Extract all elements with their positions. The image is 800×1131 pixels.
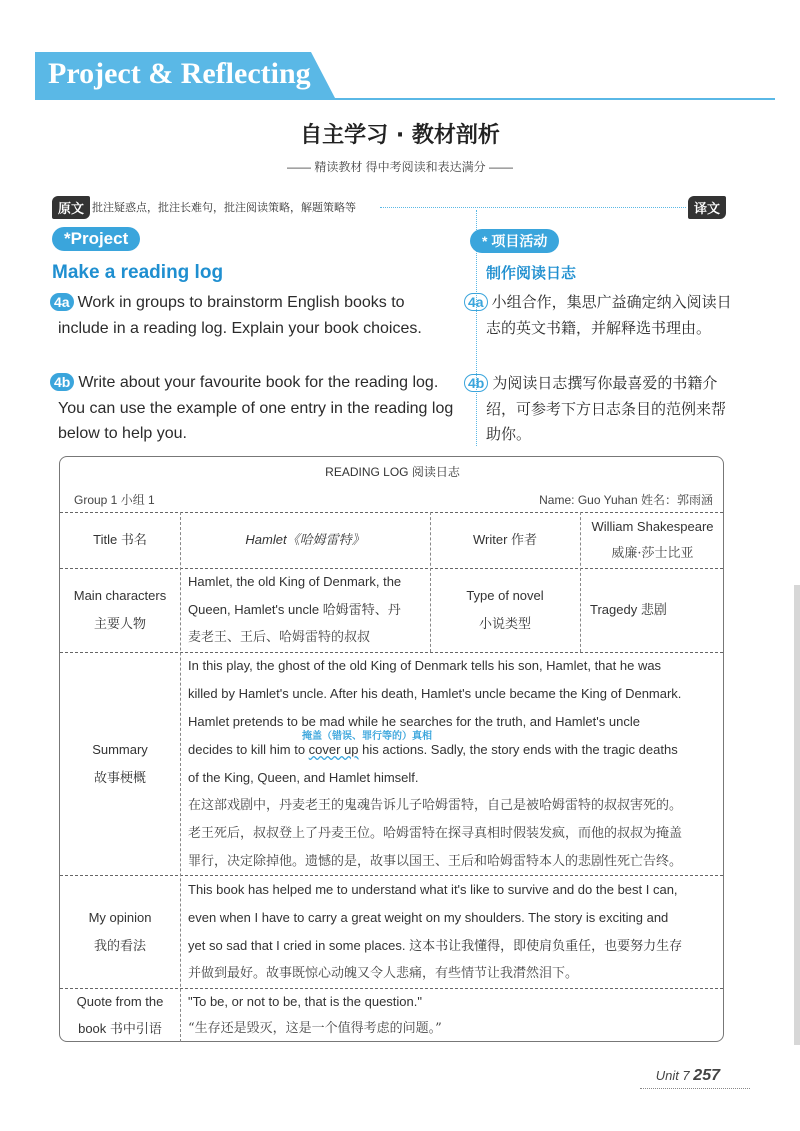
writer-label: Writer 作者 — [472, 532, 538, 547]
badge-4a: 4a — [50, 293, 74, 311]
cover-up-annotation: 掩盖（错误、罪行等的）真相 — [302, 731, 432, 742]
summary-line: killed by Hamlet's uncle. After his death, Hamlet's uncle became the King of Denmark. — [188, 686, 682, 701]
reading-log — [59, 456, 724, 1042]
main-characters-line: Queen, Hamlet's uncle 哈姆雷特、丹 — [188, 602, 401, 617]
type-value: Tragedy 悲剧 — [590, 602, 667, 617]
section-subtitle: —— 精读教材 得中考阅读和表达满分 —— — [286, 160, 513, 174]
footer-divider — [640, 1088, 750, 1089]
summary-line-cn: 在这部戏剧中，丹麦老王的鬼魂告诉儿子哈姆雷特，自己是被哈姆雷特的叔叔害死的。 — [188, 798, 683, 813]
tag-note: 批注疑惑点，批注长难句，批注阅读策略，解题策略等 — [92, 202, 356, 214]
summary-line: Hamlet pretends to be mad while he searches for the truth, and Hamlet's uncle — [188, 714, 640, 729]
page-number: 257 — [693, 1067, 720, 1084]
item-4a-cn — [468, 290, 736, 341]
item-4a-cn-text: 小组合作，集思广益确定纳入阅读日志的英文书籍，并解释选书理由。 — [486, 294, 732, 337]
writer-value-cn: 威廉·莎士比亚 — [611, 546, 694, 561]
opinion-line: even when I have to carry a great weight on my shoulders. The story is exciting and — [188, 910, 669, 925]
summary-label-cn: 故事梗概 — [93, 770, 146, 785]
original-text-tag: 原文 — [52, 196, 90, 219]
section-title: 自主学习 · 教材剖析 — [300, 123, 500, 148]
unit-label: Unit 7 — [655, 1068, 690, 1083]
opinion-label: My opinion — [88, 910, 152, 925]
opinion-line: This book has helped me to understand what it's like to survive and do the best I can, — [188, 882, 678, 897]
item-4a-text: Work in groups to brainstorm English books to include in a reading log. Explain your book choices. — [58, 294, 422, 337]
badge-4a-cn: 4a — [464, 293, 488, 311]
page-edge-strip — [794, 585, 800, 1045]
translation-tag: 译文 — [688, 196, 726, 219]
type-label: Type of novel — [466, 588, 544, 603]
name-label: Name: Guo Yuhan 姓名：郭雨涵 — [539, 493, 713, 507]
summary-line: In this play, the ghost of the old King of Denmark tells his son, Hamlet, that he was — [188, 658, 662, 673]
summary-line-cn: 罪行，决定除掉他。遗憾的是，故事以国王、王后和哈姆雷特本人的悲剧性死亡告终。 — [188, 854, 683, 869]
quote-cn: “生存还是毁灭，这是一个值得考虑的问题。” — [188, 1021, 442, 1036]
item-4b-cn — [468, 371, 736, 448]
title-value: Hamlet《哈姆雷特》 — [245, 532, 365, 547]
main-characters-label: Main characters — [73, 588, 167, 603]
left-heading: Make a reading log — [52, 262, 224, 283]
title-label: Title 书名 — [93, 532, 147, 547]
summary-text: decides to kill him to — [188, 742, 309, 757]
item-4b-text: Write about your favourite book for the reading log. You can use the example of one entry in the reading log below to help you. — [58, 374, 454, 442]
quote-label: Quote from the — [76, 994, 164, 1009]
main-characters-label-cn: 主要人物 — [93, 616, 146, 631]
cover-up-highlight: cover up — [308, 742, 359, 757]
badge-4b-cn: 4b — [464, 374, 488, 392]
quote-label-cn: book 书中引语 — [78, 1021, 162, 1036]
opinion-line-cn: 并做到最好。故事既惊心动魄又令人悲痛，有些情节让我潸然泪下。 — [188, 966, 579, 981]
summary-text: his actions. Sadly, the story ends with the tragic deaths — [358, 742, 678, 757]
main-characters-line: 麦老王、王后、哈姆雷特的叔叔 — [188, 630, 371, 645]
reading-log-title: READING LOG 阅读日志 — [325, 465, 460, 479]
main-characters-line: Hamlet, the old King of Denmark, the — [188, 574, 402, 589]
summary-line — [188, 736, 678, 764]
banner-title: Project & Reflecting — [48, 57, 311, 90]
item-4b — [54, 370, 458, 447]
item-4b-cn-text: 为阅读日志撰写你最喜爱的书籍介绍，可参考下方日志条目的范例来帮助你。 — [486, 375, 727, 443]
summary-label: Summary — [92, 742, 148, 757]
group-label: Group 1 小组 1 — [74, 493, 155, 507]
page-footer — [656, 1067, 720, 1085]
divider-dotted — [380, 207, 686, 208]
type-label-cn: 小说类型 — [478, 616, 531, 631]
writer-value-en: William Shakespeare — [591, 519, 714, 534]
quote-en: "To be, or not to be, that is the question." — [188, 994, 422, 1009]
activity-pill: * 项目活动 — [470, 229, 559, 253]
right-heading: 制作阅读日志 — [486, 265, 577, 282]
opinion-label-cn: 我的看法 — [93, 938, 146, 953]
item-4a — [54, 290, 458, 341]
banner-underline — [35, 98, 775, 100]
opinion-line: yet so sad that I cried in some places. 这本书让我懂得，即使肩负重任，也要努力生存 — [188, 938, 683, 953]
summary-line-cn: 老王死后，叔叔登上了丹麦王位。哈姆雷特在探寻真相时假装发疯，而他的叔叔为掩盖 — [188, 826, 683, 841]
badge-4b: 4b — [50, 373, 74, 391]
project-pill: *Project — [52, 227, 140, 251]
col-divider — [180, 512, 181, 1042]
summary-line: of the King, Queen, and Hamlet himself. — [188, 770, 419, 785]
